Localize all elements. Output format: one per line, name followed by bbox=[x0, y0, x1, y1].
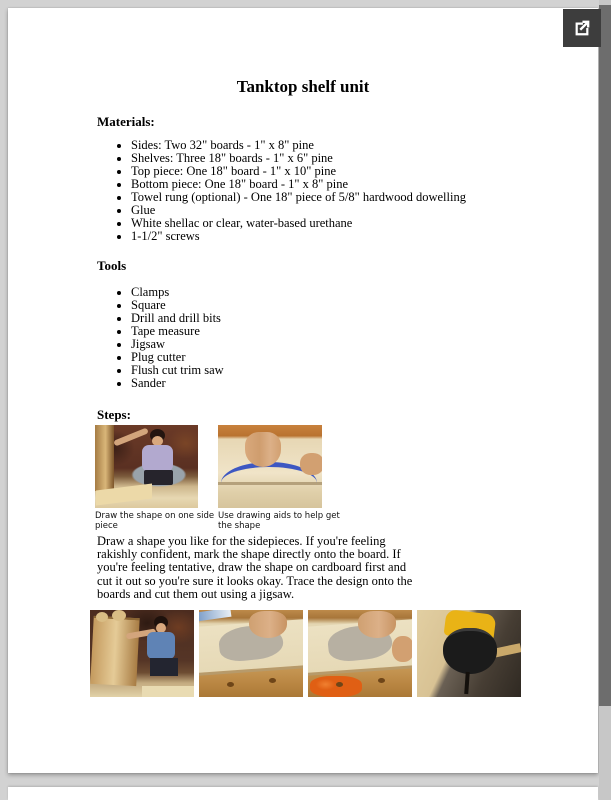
photo-detail bbox=[300, 453, 322, 475]
photo-detail bbox=[142, 686, 194, 697]
open-external-icon bbox=[571, 17, 593, 39]
open-external-button[interactable] bbox=[563, 9, 601, 47]
photo-detail bbox=[269, 678, 276, 683]
materials-list bbox=[97, 139, 466, 243]
list-item: • Clamps bbox=[131, 286, 224, 299]
list-item: • Plug cutter bbox=[131, 351, 224, 364]
figure-caption: Use drawing aids to help get the shape bbox=[218, 511, 340, 531]
photo-jigsaw-cutting bbox=[417, 610, 521, 697]
document-page-1 bbox=[8, 8, 598, 773]
figure-caption: Draw the shape on one side piece bbox=[95, 511, 215, 531]
photo-detail bbox=[90, 616, 139, 686]
photo-detail bbox=[392, 636, 412, 662]
list-item: • Flush cut trim saw bbox=[131, 364, 224, 377]
tools-heading: Tools bbox=[97, 258, 127, 273]
photo-detail bbox=[358, 611, 396, 638]
list-item: • Square bbox=[131, 299, 224, 312]
list-item: • Jigsaw bbox=[131, 338, 224, 351]
photo-detail bbox=[142, 445, 173, 472]
photo-detail bbox=[199, 610, 231, 621]
photo-detail bbox=[113, 427, 149, 446]
document-page-2 bbox=[8, 787, 598, 800]
photo-trace-template-1 bbox=[199, 610, 303, 697]
tools-list bbox=[97, 286, 224, 390]
list-item: • 1-1/2" screws bbox=[131, 230, 466, 243]
photo-detail bbox=[443, 628, 497, 674]
photo-detail bbox=[227, 682, 234, 687]
photo-detail bbox=[95, 425, 114, 491]
photo-detail bbox=[310, 676, 362, 697]
list-item: • Shelves: Three 18" boards - 1" x 6" pine bbox=[131, 152, 466, 165]
photo-detail bbox=[464, 672, 470, 694]
photo-detail bbox=[144, 470, 173, 485]
photo-detail bbox=[96, 612, 108, 622]
steps-paragraph: Draw a shape you like for the sidepieces. If you're feeling rakishly confident, mark the shape directly onto the board. If you're feeling tentative, draw the shape on cardboard first and cut it out so you're sure it looks okay. Trace the design onto the boards and cut them out using a jigsaw. bbox=[97, 534, 413, 601]
photo-detail bbox=[378, 678, 385, 683]
list-item: • Bottom piece: One 18" board - 1" x 8" pine bbox=[131, 178, 466, 191]
list-item: • Tape measure bbox=[131, 325, 224, 338]
scrollbar-thumb[interactable] bbox=[599, 5, 611, 706]
photo-trace-template-2 bbox=[308, 610, 412, 697]
page-title: Tanktop shelf unit bbox=[236, 77, 370, 96]
photo-finished-shelf-unit bbox=[90, 610, 194, 697]
photo-detail bbox=[249, 611, 287, 638]
list-item: • Towel rung (optional) - One 18" piece of 5/8" hardwood dowelling bbox=[131, 191, 466, 204]
photo-detail bbox=[336, 682, 343, 687]
photo-detail bbox=[147, 632, 175, 659]
list-item: • Sander bbox=[131, 377, 224, 390]
photo-detail bbox=[112, 610, 126, 621]
list-item: • Sides: Two 32" boards - 1" x 8" pine bbox=[131, 139, 466, 152]
steps-heading: Steps: bbox=[97, 407, 131, 422]
list-item: • Top piece: One 18" board - 1" x 10" pine bbox=[131, 165, 466, 178]
list-item: • White shellac or clear, water-based urethane bbox=[131, 217, 466, 230]
photo-drawing-aid-curve bbox=[218, 425, 322, 508]
list-item: • Glue bbox=[131, 204, 466, 217]
photo-detail bbox=[150, 658, 178, 676]
photo-draw-shape-on-side-piece bbox=[95, 425, 198, 508]
list-item: • Drill and drill bits bbox=[131, 312, 224, 325]
photo-detail bbox=[245, 432, 281, 467]
materials-heading: Materials: bbox=[97, 114, 155, 129]
